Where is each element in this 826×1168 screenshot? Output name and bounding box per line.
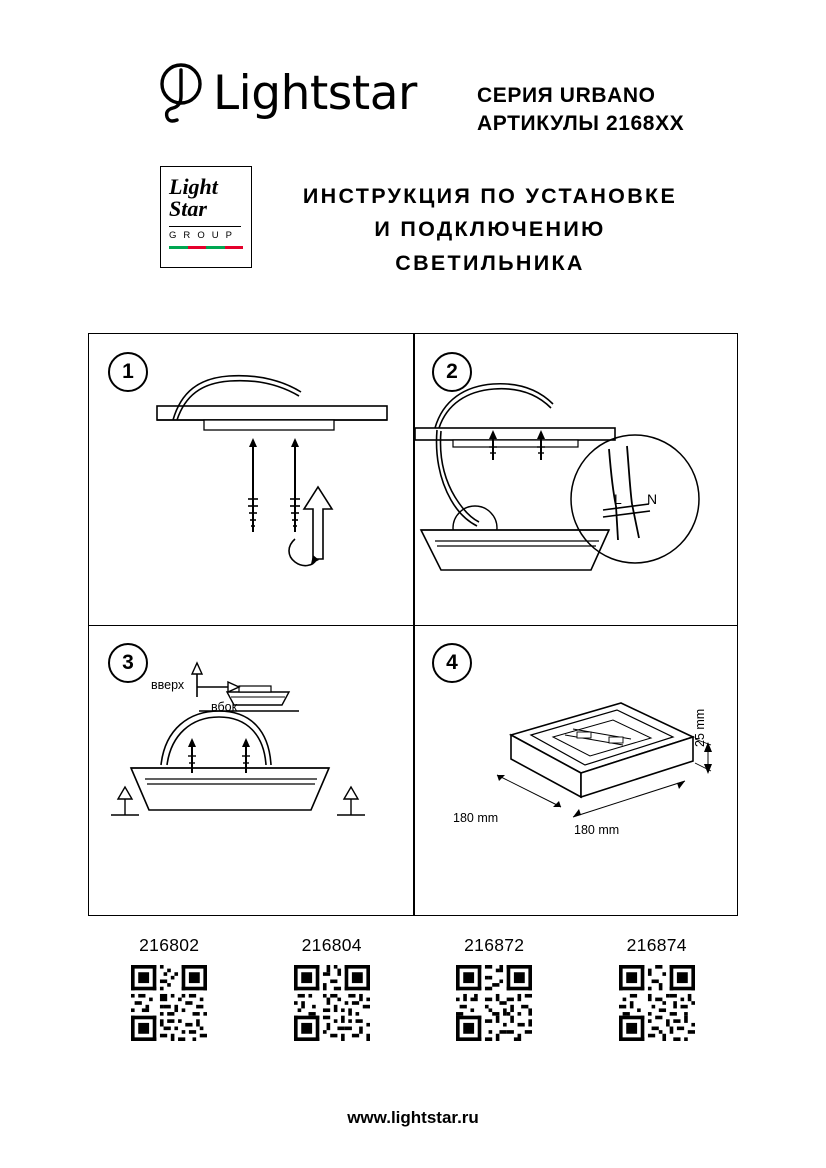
article-codes-row (88, 935, 738, 1080)
qr-code-216874[interactable] (619, 965, 695, 1041)
label-up: вверх (151, 677, 185, 692)
instruction-title-line-2: И ПОДКЛЮЧЕНИЮ СВЕТИЛЬНИКА (374, 217, 606, 275)
step-panel-2 (413, 334, 737, 625)
step-panel-3 (89, 625, 413, 916)
qr-code-216872[interactable] (456, 965, 532, 1041)
article-code-cell (251, 935, 414, 1080)
step-2-diagram (413, 334, 738, 625)
qr-code-216802[interactable] (131, 965, 207, 1041)
article-number: 216872 (464, 935, 525, 955)
instruction-title-line-1: ИНСТРУКЦИЯ ПО УСТАНОВКЕ (302, 184, 678, 208)
article-number: 216804 (301, 935, 362, 955)
step-number-badge-1: 1 (108, 352, 148, 392)
series-info (477, 82, 684, 139)
dimension-label-depth: 180 mm (574, 822, 620, 837)
group-logo-line1: Light (169, 174, 218, 199)
step-panel-1 (89, 334, 413, 625)
article-number: 216802 (139, 935, 200, 955)
group-logo-word: G R O U P (169, 229, 235, 241)
group-logo-line2: Star (169, 196, 207, 222)
brand-lockup (155, 62, 417, 124)
article-number: 216874 (626, 935, 687, 955)
lightstar-bulb-icon (155, 62, 207, 124)
steps-grid (88, 333, 738, 916)
terminal-label-N: N (647, 491, 658, 507)
brand-name: Lightstar (213, 65, 417, 121)
terminal-label-L: L (614, 491, 622, 507)
step-1-diagram (89, 334, 414, 625)
label-side: вбок (211, 699, 238, 714)
step-number-badge-2: 2 (432, 352, 472, 392)
website-url[interactable]: www.lightstar.ru (347, 1108, 479, 1127)
article-code-cell (88, 935, 251, 1080)
group-logo-color-bars (169, 246, 243, 249)
step-number-badge-4: 4 (432, 643, 472, 683)
step-3-diagram (89, 625, 414, 916)
page-header (0, 0, 826, 290)
step-number-badge-3: 3 (108, 643, 148, 683)
instruction-title (280, 180, 700, 280)
qr-code-216804[interactable] (294, 965, 370, 1041)
step-panel-4 (413, 625, 737, 916)
series-article: АРТИКУЛЫ 2168XX (477, 112, 685, 136)
step-4-diagram (413, 625, 738, 916)
dimension-label-width: 180 mm (453, 810, 499, 825)
article-code-cell (576, 935, 739, 1080)
group-logo-divider (169, 226, 241, 227)
series-title: СЕРИЯ URBANO (477, 84, 656, 107)
article-code-cell (413, 935, 576, 1080)
lightstar-group-logo (160, 166, 252, 268)
dimension-label-height: 25 mm (693, 708, 707, 747)
